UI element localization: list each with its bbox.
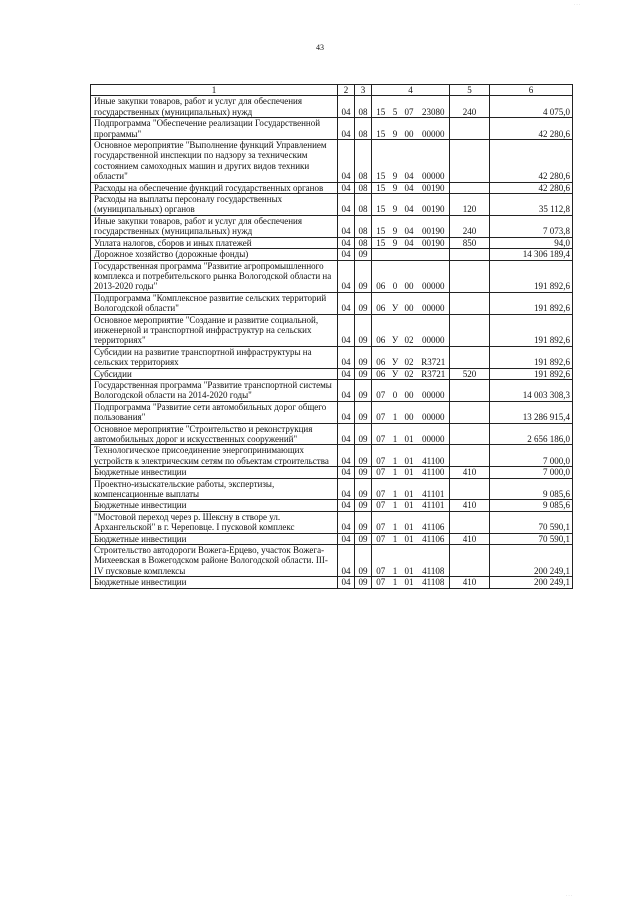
- code-measure: 01: [401, 445, 418, 467]
- code-subsection: 08: [355, 118, 372, 140]
- code-expense-type: 410: [450, 533, 490, 544]
- code-program: 06: [372, 314, 390, 346]
- code-direction: 00190: [418, 215, 450, 237]
- code-subsection: 09: [355, 368, 372, 379]
- code-subprogram: 9: [390, 182, 401, 193]
- code-expense-type: 240: [450, 96, 490, 118]
- code-direction: 00000: [418, 118, 450, 140]
- code-section: 04: [338, 260, 355, 292]
- code-direction: 23080: [418, 96, 450, 118]
- row-amount: 42 280,6: [490, 140, 573, 183]
- row-amount: 13 286 915,4: [490, 401, 573, 423]
- code-measure: 04: [401, 237, 418, 248]
- code-section: 04: [338, 292, 355, 314]
- code-section: 04: [338, 500, 355, 511]
- row-description: Строительство автодороги Вожега-Ерцево, участок Вожега-Михеевская в Вожегодском районе Вологодской области. III-IV пусковые комплексы: [91, 545, 338, 577]
- code-subprogram: У: [390, 368, 401, 379]
- code-program: 06: [372, 346, 390, 368]
- table-row: [91, 292, 573, 314]
- code-section: 04: [338, 577, 355, 588]
- table-row: [91, 182, 573, 193]
- code-subsection: 09: [355, 423, 372, 445]
- row-amount: 9 085,6: [490, 478, 573, 500]
- code-measure: 00: [401, 401, 418, 423]
- code-program: 15: [372, 237, 390, 248]
- table-header-row: [91, 85, 573, 96]
- code-expense-type: [450, 423, 490, 445]
- code-subsection: 09: [355, 478, 372, 500]
- table-row: [91, 379, 573, 401]
- code-program: 15: [372, 194, 390, 216]
- code-measure: 01: [401, 511, 418, 533]
- row-amount: 200 249,1: [490, 545, 573, 577]
- row-amount: 7 000,0: [490, 445, 573, 467]
- table-row: [91, 545, 573, 577]
- code-subprogram: [390, 249, 401, 260]
- code-expense-type: [450, 346, 490, 368]
- code-section: 04: [338, 346, 355, 368]
- code-subprogram: 5: [390, 96, 401, 118]
- row-amount: 7 073,8: [490, 215, 573, 237]
- code-program: [372, 249, 390, 260]
- code-section: 04: [338, 478, 355, 500]
- code-program: 06: [372, 260, 390, 292]
- code-section: 04: [338, 368, 355, 379]
- code-expense-type: [450, 260, 490, 292]
- code-subprogram: 9: [390, 237, 401, 248]
- code-section: 04: [338, 511, 355, 533]
- code-section: 04: [338, 379, 355, 401]
- row-amount: 14 003 308,3: [490, 379, 573, 401]
- code-expense-type: [450, 511, 490, 533]
- header-col-6: 6: [490, 85, 573, 96]
- code-subprogram: 1: [390, 478, 401, 500]
- code-program: 07: [372, 478, 390, 500]
- table-row: [91, 314, 573, 346]
- code-program: 07: [372, 545, 390, 577]
- code-direction: 00000: [418, 401, 450, 423]
- code-subprogram: 1: [390, 445, 401, 467]
- table-row: [91, 249, 573, 260]
- code-program: 15: [372, 118, 390, 140]
- row-amount: 191 892,6: [490, 314, 573, 346]
- code-program: 07: [372, 401, 390, 423]
- table-row: [91, 118, 573, 140]
- code-subsection: 09: [355, 545, 372, 577]
- code-program: 07: [372, 511, 390, 533]
- code-expense-type: [450, 478, 490, 500]
- code-section: 04: [338, 423, 355, 445]
- row-description: Подпрограмма "Комплексное развитие сельских территорий Вологодской области": [91, 292, 338, 314]
- code-subprogram: У: [390, 314, 401, 346]
- row-amount: 191 892,6: [490, 260, 573, 292]
- header-col-1: 1: [91, 85, 338, 96]
- code-expense-type: 410: [450, 467, 490, 478]
- code-program: 15: [372, 140, 390, 183]
- code-subsection: 08: [355, 237, 372, 248]
- row-description: Бюджетные инвестиции: [91, 577, 338, 588]
- code-direction: 00000: [418, 140, 450, 183]
- code-subprogram: 1: [390, 545, 401, 577]
- row-description: Расходы на обеспечение функций государственных органов: [91, 182, 338, 193]
- code-measure: 01: [401, 577, 418, 588]
- table-row: [91, 500, 573, 511]
- row-description: "Мостовой переход через р. Шексну в створе ул. Архангельской" в г. Череповце. I пусковой комплекс: [91, 511, 338, 533]
- code-subsection: 09: [355, 346, 372, 368]
- code-expense-type: 410: [450, 577, 490, 588]
- code-measure: 00: [401, 260, 418, 292]
- code-subprogram: 1: [390, 533, 401, 544]
- code-section: 04: [338, 237, 355, 248]
- row-description: Бюджетные инвестиции: [91, 500, 338, 511]
- code-direction: 00000: [418, 423, 450, 445]
- table-row: [91, 260, 573, 292]
- code-measure: 07: [401, 96, 418, 118]
- code-expense-type: [450, 401, 490, 423]
- table-row: [91, 140, 573, 183]
- row-description: Расходы на выплаты персоналу государственных (муниципальных) органов: [91, 194, 338, 216]
- code-direction: 00190: [418, 237, 450, 248]
- code-program: 15: [372, 182, 390, 193]
- code-program: 07: [372, 500, 390, 511]
- table-row: [91, 368, 573, 379]
- header-col-2: 2: [338, 85, 355, 96]
- row-description: Основное мероприятие "Выполнение функций Управлением государственной инспекции по надзору за техническим состоянием самоходных машин и других видов техники области": [91, 140, 338, 183]
- code-subsection: 08: [355, 140, 372, 183]
- code-measure: 01: [401, 500, 418, 511]
- code-measure: 00: [401, 118, 418, 140]
- code-measure: 04: [401, 140, 418, 183]
- code-direction: 00190: [418, 194, 450, 216]
- code-program: 07: [372, 467, 390, 478]
- table-row: [91, 346, 573, 368]
- code-direction: 41100: [418, 467, 450, 478]
- code-direction: [418, 249, 450, 260]
- code-program: 15: [372, 96, 390, 118]
- code-expense-type: [450, 545, 490, 577]
- code-subsection: 08: [355, 194, 372, 216]
- code-measure: 04: [401, 182, 418, 193]
- header-col-5: 5: [450, 85, 490, 96]
- code-direction: 41101: [418, 478, 450, 500]
- table-row: [91, 237, 573, 248]
- row-amount: 70 590,1: [490, 511, 573, 533]
- code-expense-type: 850: [450, 237, 490, 248]
- code-expense-type: [450, 182, 490, 193]
- code-subsection: 09: [355, 467, 372, 478]
- code-program: 07: [372, 423, 390, 445]
- code-expense-type: [450, 445, 490, 467]
- row-amount: 14 306 189,4: [490, 249, 573, 260]
- table-row: [91, 511, 573, 533]
- code-expense-type: [450, 292, 490, 314]
- code-program: 06: [372, 292, 390, 314]
- code-direction: 00000: [418, 260, 450, 292]
- row-description: Технологическое присоединение энергопринимающих устройств к электрическим сетям по объектам строительства: [91, 445, 338, 467]
- corner-mark-top: · · ·: [574, 2, 580, 7]
- code-subprogram: 1: [390, 467, 401, 478]
- row-amount: 191 892,6: [490, 292, 573, 314]
- code-measure: 02: [401, 368, 418, 379]
- header-col-4: 4: [372, 85, 450, 96]
- code-program: 15: [372, 215, 390, 237]
- code-section: 04: [338, 96, 355, 118]
- row-amount: 42 280,6: [490, 182, 573, 193]
- table-row: [91, 194, 573, 216]
- row-description: Государственная программа "Развитие агропромышленного комплекса и потребительского рынка Вологодской области на 2013-2020 годы": [91, 260, 338, 292]
- table-row: [91, 577, 573, 588]
- code-subprogram: 1: [390, 511, 401, 533]
- row-description: Государственная программа "Развитие транспортной системы Вологодской области на 2014-2020 годы": [91, 379, 338, 401]
- code-section: 04: [338, 249, 355, 260]
- code-expense-type: [450, 140, 490, 183]
- code-direction: 41106: [418, 533, 450, 544]
- code-subprogram: 9: [390, 140, 401, 183]
- row-amount: 7 000,0: [490, 467, 573, 478]
- code-program: 07: [372, 445, 390, 467]
- code-subprogram: 9: [390, 215, 401, 237]
- header-col-3: 3: [355, 85, 372, 96]
- code-expense-type: 120: [450, 194, 490, 216]
- code-section: 04: [338, 533, 355, 544]
- code-direction: R3721: [418, 368, 450, 379]
- code-section: 04: [338, 194, 355, 216]
- code-subprogram: 9: [390, 194, 401, 216]
- code-section: 04: [338, 182, 355, 193]
- code-direction: R3721: [418, 346, 450, 368]
- code-subsection: 09: [355, 401, 372, 423]
- row-description: Основное мероприятие "Строительство и реконструкция автомобильных дорог и искусственных сооружений": [91, 423, 338, 445]
- code-program: 07: [372, 577, 390, 588]
- row-amount: 42 280,6: [490, 118, 573, 140]
- row-description: Иные закупки товаров, работ и услуг для обеспечения государственных (муниципальных) нужд: [91, 215, 338, 237]
- code-direction: 41106: [418, 511, 450, 533]
- code-measure: 01: [401, 533, 418, 544]
- code-expense-type: 520: [450, 368, 490, 379]
- code-subsection: 09: [355, 577, 372, 588]
- code-subprogram: 0: [390, 260, 401, 292]
- row-amount: 200 249,1: [490, 577, 573, 588]
- code-subprogram: 1: [390, 423, 401, 445]
- code-subsection: 09: [355, 445, 372, 467]
- row-description: Субсидии на развитие транспортной инфраструктуры на сельских территориях: [91, 346, 338, 368]
- code-direction: 00000: [418, 379, 450, 401]
- row-amount: 191 892,6: [490, 346, 573, 368]
- table-row: [91, 467, 573, 478]
- row-description: Бюджетные инвестиции: [91, 467, 338, 478]
- code-subprogram: У: [390, 346, 401, 368]
- row-description: Уплата налогов, сборов и иных платежей: [91, 237, 338, 248]
- table-row: [91, 96, 573, 118]
- code-measure: [401, 249, 418, 260]
- code-direction: 00000: [418, 292, 450, 314]
- table-row: [91, 478, 573, 500]
- code-subsection: 09: [355, 379, 372, 401]
- code-program: 06: [372, 368, 390, 379]
- code-section: 04: [338, 118, 355, 140]
- code-section: 04: [338, 467, 355, 478]
- row-amount: 94,0: [490, 237, 573, 248]
- code-measure: 04: [401, 215, 418, 237]
- code-expense-type: [450, 379, 490, 401]
- corner-mark-bottom: · · ·: [566, 893, 572, 898]
- row-amount: 9 085,6: [490, 500, 573, 511]
- row-description: Подпрограмма "Развитие сети автомобильных дорог общего пользования": [91, 401, 338, 423]
- code-measure: 00: [401, 292, 418, 314]
- code-section: 04: [338, 215, 355, 237]
- row-amount: 70 590,1: [490, 533, 573, 544]
- row-description: Проектно-изыскательские работы, экспертизы, компенсационные выплаты: [91, 478, 338, 500]
- code-program: 07: [372, 379, 390, 401]
- code-measure: 04: [401, 194, 418, 216]
- code-subprogram: 1: [390, 500, 401, 511]
- row-description: Бюджетные инвестиции: [91, 533, 338, 544]
- code-subprogram: 9: [390, 118, 401, 140]
- page-number: 43: [316, 43, 324, 52]
- code-subsection: 09: [355, 511, 372, 533]
- row-description: Иные закупки товаров, работ и услуг для обеспечения государственных (муниципальных) нужд: [91, 96, 338, 118]
- code-measure: 01: [401, 467, 418, 478]
- table-row: [91, 215, 573, 237]
- code-subsection: 09: [355, 533, 372, 544]
- code-measure: 01: [401, 478, 418, 500]
- code-measure: 01: [401, 545, 418, 577]
- code-expense-type: [450, 314, 490, 346]
- code-measure: 01: [401, 423, 418, 445]
- row-amount: 191 892,6: [490, 368, 573, 379]
- code-subprogram: У: [390, 292, 401, 314]
- row-description: Субсидии: [91, 368, 338, 379]
- code-subprogram: 1: [390, 401, 401, 423]
- code-subsection: 09: [355, 260, 372, 292]
- code-expense-type: [450, 249, 490, 260]
- code-measure: 02: [401, 314, 418, 346]
- code-subsection: 09: [355, 249, 372, 260]
- code-subsection: 09: [355, 314, 372, 346]
- code-section: 04: [338, 545, 355, 577]
- row-description: Подпрограмма "Обеспечение реализации Государственной программы": [91, 118, 338, 140]
- code-direction: 41100: [418, 445, 450, 467]
- code-section: 04: [338, 401, 355, 423]
- code-subsection: 08: [355, 96, 372, 118]
- code-direction: 41108: [418, 545, 450, 577]
- code-expense-type: 410: [450, 500, 490, 511]
- code-subprogram: 0: [390, 379, 401, 401]
- code-direction: 00000: [418, 314, 450, 346]
- code-direction: 41101: [418, 500, 450, 511]
- row-description: Основное мероприятие "Создание и развитие социальной, инженерной и транспортной инфраструктур на сельских территориях": [91, 314, 338, 346]
- code-subsection: 09: [355, 500, 372, 511]
- row-amount: 4 075,0: [490, 96, 573, 118]
- code-subprogram: 1: [390, 577, 401, 588]
- code-section: 04: [338, 140, 355, 183]
- table-row: [91, 423, 573, 445]
- code-section: 04: [338, 314, 355, 346]
- code-subsection: 08: [355, 215, 372, 237]
- row-amount: 2 656 186,0: [490, 423, 573, 445]
- code-subsection: 09: [355, 292, 372, 314]
- code-direction: 41108: [418, 577, 450, 588]
- code-subsection: 08: [355, 182, 372, 193]
- code-measure: 02: [401, 346, 418, 368]
- code-direction: 00190: [418, 182, 450, 193]
- row-amount: 35 112,8: [490, 194, 573, 216]
- code-expense-type: 240: [450, 215, 490, 237]
- budget-table: [90, 84, 573, 589]
- code-measure: 00: [401, 379, 418, 401]
- row-description: Дорожное хозяйство (дорожные фонды): [91, 249, 338, 260]
- table-row: [91, 533, 573, 544]
- code-section: 04: [338, 445, 355, 467]
- table-row: [91, 445, 573, 467]
- code-program: 07: [372, 533, 390, 544]
- table-row: [91, 401, 573, 423]
- code-expense-type: [450, 118, 490, 140]
